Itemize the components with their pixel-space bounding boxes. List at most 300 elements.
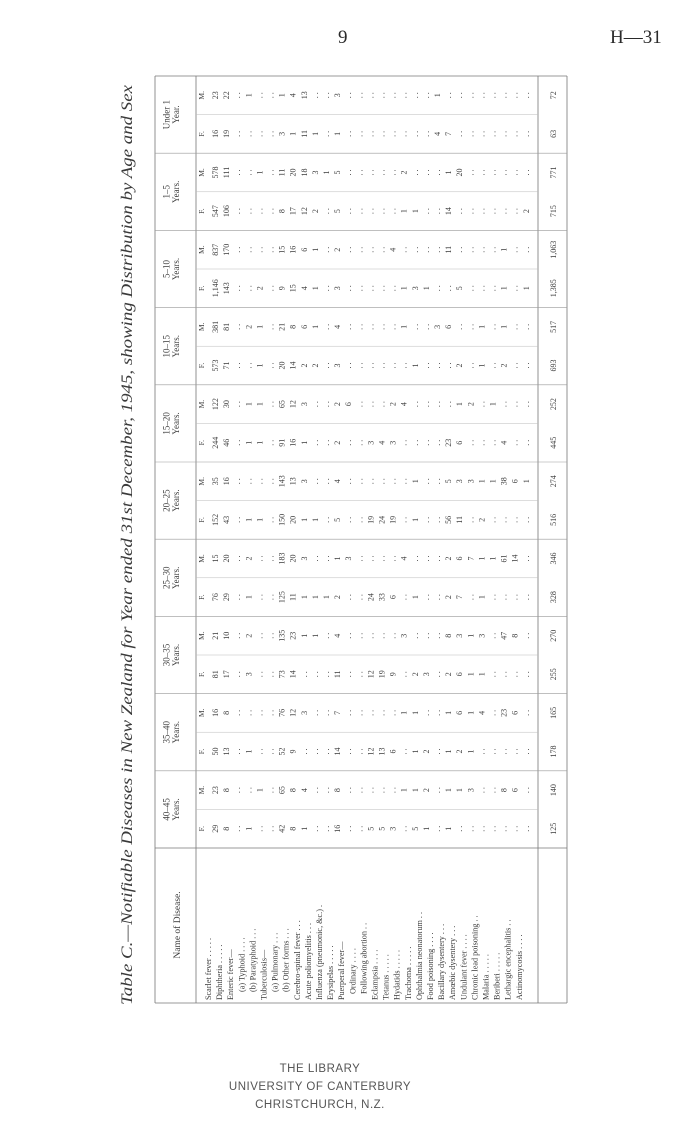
total-cell: 346 [549, 552, 558, 565]
table-cell: 1 [521, 479, 531, 484]
total-cell: 693 [549, 359, 558, 372]
table-cell: . . [433, 594, 442, 601]
table-cell: 1 [299, 633, 309, 638]
table-cell: 8 [222, 710, 232, 715]
table-cell: . . [421, 362, 431, 369]
table-cell: . . [255, 478, 265, 485]
table-cell: 13 [377, 747, 387, 756]
table-cell: . . [355, 671, 365, 678]
table-cell: 1 [421, 826, 431, 831]
table-cell: 7 [466, 556, 476, 561]
table-cell: 3 [299, 556, 309, 561]
disease-name: Ordinary . . . . [348, 948, 358, 994]
table-cell: . . [377, 709, 387, 716]
table-cell: . . [388, 632, 398, 639]
table-cell: . . [455, 130, 465, 137]
sex-label: F. [197, 594, 206, 600]
table-cell: 1 [244, 749, 254, 754]
table-cell: 8 [288, 788, 298, 793]
disease-name: Bacillary dysentery . . . [437, 923, 447, 1000]
table-cell: 21 [211, 631, 220, 640]
table-cell: 76 [277, 708, 287, 717]
table-cell: 8 [510, 633, 520, 638]
table-cell: . . [488, 671, 498, 678]
sex-label: F. [197, 131, 206, 137]
table-cell: . . [466, 285, 476, 292]
table-cell: 8 [222, 826, 232, 831]
table-cell: . . [344, 439, 354, 446]
table-cell: 4 [399, 556, 409, 561]
table-cell: 6 [444, 324, 454, 329]
table-cell: 2 [444, 556, 454, 561]
table-cell: 1 [244, 826, 254, 831]
table-cell: 33 [377, 593, 387, 602]
table-cell: 1 [466, 710, 476, 715]
age-group-label: 15–20Years. [161, 412, 182, 435]
table-cell: . . [344, 478, 354, 485]
table-cell: 17 [222, 670, 232, 679]
table-cell: 1 [399, 209, 409, 214]
total-cell: 274 [549, 475, 558, 488]
table-cell: 4 [499, 440, 509, 445]
table-cell: 3 [277, 131, 287, 136]
table-cell: . . [466, 825, 476, 832]
table-cell: . . [377, 478, 387, 485]
table-cell: 135 [277, 629, 287, 642]
table-cell: 65 [277, 786, 287, 795]
table-cell: 6 [455, 710, 465, 715]
disease-name: Influenza (pneumonic, &c.) . [315, 904, 324, 1000]
table-cell: 6 [510, 479, 520, 484]
table-cell: . . [355, 323, 365, 330]
table-cell: 19 [388, 515, 398, 524]
table-cell: . . [366, 323, 376, 330]
table-cell: . . [233, 748, 243, 755]
table-cell: . . [344, 709, 354, 716]
table-cell: 29 [222, 593, 232, 602]
table-cell: . . [233, 478, 243, 485]
table-cell: 1 [444, 749, 454, 754]
age-group-label: 30–35Years. [161, 643, 182, 667]
table-cell: . . [399, 671, 409, 678]
disease-name: Chronic lead poisoning . . [470, 915, 480, 1000]
table-cell: 1 [410, 363, 420, 368]
table-cell: 4 [333, 479, 343, 484]
total-cell: 715 [549, 205, 558, 218]
table-cell: 81 [222, 322, 232, 331]
table-cell: 1 [310, 517, 320, 522]
sex-label: F. [197, 285, 206, 292]
table-cell: 1 [410, 479, 420, 484]
table-cell: 5 [333, 170, 343, 175]
table-cell: 14 [288, 361, 298, 370]
table-cell: 23 [499, 708, 509, 717]
table-cell: 1 [410, 710, 420, 715]
table-cell: . . [377, 208, 387, 215]
table-cell: 3 [344, 556, 354, 561]
table-cell: . . [255, 594, 265, 601]
table-cell: . . [510, 208, 520, 215]
table-cell: 573 [211, 359, 220, 372]
table-cell: . . [344, 671, 354, 678]
table-cell: 14 [444, 207, 454, 216]
table-cell: . . [421, 439, 431, 446]
sex-label: M. [197, 477, 206, 486]
table-cell: . . [366, 92, 376, 99]
table-cell: . . [399, 594, 409, 601]
table-cell: 8 [288, 324, 298, 329]
disease-name: Actinomycosis . . . . [514, 934, 524, 1000]
table-cell: . . [510, 362, 520, 369]
table-cell: 3 [399, 633, 409, 638]
table-cell: . . [266, 632, 276, 639]
table-cell: . . [355, 362, 365, 369]
table-cell: . . [388, 555, 398, 562]
table-cell: . . [255, 748, 265, 755]
table-cell: 23 [211, 91, 220, 100]
table-cell: 3 [455, 633, 465, 638]
table-cell: . . [410, 92, 420, 99]
table-cell: . . [399, 825, 409, 832]
table-cell: . . [421, 632, 431, 639]
table-cell: . . [433, 709, 442, 716]
table-cell: . . [521, 401, 531, 408]
table-cell: . . [488, 825, 498, 832]
table-cell: . . [299, 671, 309, 678]
table-cell: 1 [455, 402, 465, 407]
table-cell: 1 [255, 440, 265, 445]
table-cell: . . [233, 709, 243, 716]
table-cell: . . [521, 632, 531, 639]
table-cell: 1 [477, 363, 487, 368]
table-cell: . . [377, 130, 387, 137]
table-cell: 2 [244, 324, 254, 329]
table-cell: . . [488, 246, 498, 253]
table-cell: . . [510, 285, 520, 292]
table-cell: 1 [488, 556, 498, 561]
sex-label: F. [197, 825, 206, 832]
table-cell: . . [399, 246, 409, 253]
table-cell: 46 [222, 438, 232, 447]
table-cell: 2 [499, 363, 509, 368]
sex-label: F. [197, 517, 206, 523]
table-cell: 1 [255, 324, 265, 329]
table-cell: . . [355, 285, 365, 292]
table-cell: 8 [277, 209, 287, 214]
table-cell: 3 [388, 440, 398, 445]
table-cell: . . [344, 169, 354, 176]
page-number: 9 [338, 27, 348, 48]
table-cell: . . [421, 130, 431, 137]
table-cell: . . [377, 401, 387, 408]
table-cell: . . [244, 478, 254, 485]
table-cell: . . [322, 555, 331, 562]
table-cell: . . [510, 516, 520, 523]
table-cell: 4 [399, 402, 409, 407]
table-cell: 1 [444, 826, 454, 831]
table-cell: 5 [333, 209, 343, 214]
table-cell: 2 [421, 788, 431, 793]
total-cell: 270 [549, 629, 558, 642]
table-cell: 8 [499, 788, 509, 793]
table-cell: . . [233, 285, 243, 292]
table-cell: . . [255, 825, 265, 832]
table-cell: . . [355, 92, 365, 99]
table-cell: 3 [299, 479, 309, 484]
table-cell: . . [410, 323, 420, 330]
total-cell: 1,385 [549, 279, 558, 298]
age-group-label: 20–25Years. [161, 489, 182, 512]
table-cell: . . [388, 709, 398, 716]
table-cell: . . [466, 362, 476, 369]
table-cell: . . [355, 478, 365, 485]
table-cell: . . [521, 362, 531, 369]
table-cell: 3 [433, 324, 442, 329]
table-cell: 578 [211, 166, 220, 179]
table-cell: 6 [510, 710, 520, 715]
table-cell: 15 [288, 284, 298, 293]
table-cell: 2 [444, 672, 454, 677]
table-cell: . . [233, 787, 243, 794]
table-cell: 4 [299, 286, 309, 291]
disease-name: Diphtheria . . . . . [215, 944, 225, 1000]
table-cell: 6 [344, 402, 354, 407]
table-cell: . . [399, 92, 409, 99]
table-cell: . . [477, 401, 487, 408]
table-cell: . . [433, 748, 442, 755]
table-cell: 3 [366, 440, 376, 445]
sex-label: M. [197, 91, 206, 100]
table-cell: . . [488, 92, 498, 99]
table-cell: . . [455, 323, 465, 330]
table-cell: . . [255, 709, 265, 716]
table-cell: . . [521, 671, 531, 678]
disease-name: Scarlet fever . . . . . [204, 937, 213, 1000]
table-cell: . . [510, 130, 520, 137]
age-group-label: 35–40Years. [161, 720, 182, 744]
table-cell: . . [310, 825, 320, 832]
table-cell: 1 [399, 710, 409, 715]
table-cell: 3 [388, 826, 398, 831]
table-cell: . . [310, 748, 320, 755]
table-cell: 3 [299, 710, 309, 715]
table-cell: . . [310, 478, 320, 485]
table-cell: . . [477, 285, 487, 292]
table-cell: . . [322, 285, 331, 292]
table-cell: . . [455, 246, 465, 253]
sex-label: M. [197, 554, 206, 563]
table-cell: . . [499, 130, 509, 137]
table-cell: . . [521, 246, 531, 253]
disease-names [204, 905, 524, 1000]
table-cell: 244 [211, 436, 220, 449]
table-cell: 73 [277, 670, 287, 679]
table-cell: . . [399, 516, 409, 523]
table-cell: 8 [333, 788, 343, 793]
table-cell: . . [255, 246, 265, 253]
table-cell: . . [344, 246, 354, 253]
total-cell: 63 [549, 129, 558, 138]
table-cell: . . [233, 323, 243, 330]
table-cell: 13 [222, 747, 232, 756]
table-cell: 7 [333, 710, 343, 715]
table-cell: . . [477, 825, 487, 832]
table-cell: . . [421, 169, 431, 176]
table-cell: 10 [222, 631, 232, 640]
table-cell: . . [410, 439, 420, 446]
table-cell: 1 [410, 595, 420, 600]
table-cell: 5 [377, 826, 387, 831]
table-cell: 16 [211, 708, 220, 717]
total-cell: 771 [549, 166, 558, 179]
table-cell: 1 [244, 93, 254, 98]
table-cell: 2 [333, 247, 343, 252]
total-cell: 165 [549, 706, 558, 719]
table-cell: 11 [444, 245, 454, 254]
table-cell: . . [355, 632, 365, 639]
total-cell: 328 [549, 591, 558, 604]
table-cell: 1 [466, 749, 476, 754]
table-cell: . . [466, 594, 476, 601]
table-cell: 2 [333, 595, 343, 600]
disease-name: Acute poliomyelitis . . . [303, 922, 313, 1000]
table-cell: 3 [410, 286, 420, 291]
disease-name: Tetanus . . . . . [381, 954, 391, 1000]
age-group-label: 5–10Years. [161, 257, 182, 281]
table-cell: . . [355, 401, 365, 408]
table-cell: 1 [277, 93, 287, 98]
disease-name: Malaria . . . . . [481, 954, 491, 1000]
table-cell: . . [233, 632, 243, 639]
table-cell: . . [433, 439, 442, 446]
table-cell: 4 [299, 788, 309, 793]
table-cell: . . [310, 709, 320, 716]
table-cell: . . [266, 787, 276, 794]
sex-label: M. [197, 631, 206, 640]
disease-name: (a) Pulmonary . . . [270, 932, 280, 992]
table-cell: . . [410, 130, 420, 137]
table-cell: . . [433, 555, 442, 562]
table-cell: . . [421, 594, 431, 601]
table-cell: 6 [388, 595, 398, 600]
table-cell: 16 [211, 129, 220, 138]
sex-label: F. [197, 748, 206, 755]
table-cell: . . [466, 130, 476, 137]
table-cell: . . [477, 439, 487, 446]
total-cell: 516 [549, 513, 558, 526]
table-cell: . . [377, 555, 387, 562]
table-cell: . . [399, 439, 409, 446]
table-cell: 30 [222, 400, 232, 409]
table-cell: . . [433, 246, 442, 253]
table-cell: . . [233, 401, 243, 408]
table-cell: 1 [521, 286, 531, 291]
table-cell: 1 [322, 170, 331, 175]
table-cell: . . [266, 285, 276, 292]
table-cell: . . [310, 92, 320, 99]
table-cell: 4 [477, 710, 487, 715]
table-cell: . . [233, 671, 243, 678]
table-cell: . . [344, 516, 354, 523]
table-cell: 4 [377, 440, 387, 445]
table-cell: . . [233, 362, 243, 369]
table-cell: . . [477, 130, 487, 137]
table-cell: . . [255, 208, 265, 215]
table-cell: 8 [222, 788, 232, 793]
table-cell: 6 [455, 672, 465, 677]
table-cell: . . [388, 285, 398, 292]
table-cell: 9 [288, 749, 298, 754]
table-cell: . . [344, 285, 354, 292]
disease-name: Eclampsia . . . . [370, 949, 380, 1000]
table-cell: 20 [288, 515, 298, 524]
table-cell: . . [233, 169, 243, 176]
table-cell: 15 [211, 554, 220, 563]
table-cell: . . [510, 748, 520, 755]
table-cell: 24 [377, 515, 387, 524]
stamp-line-2: UNIVERSITY OF CANTERBURY [228, 1081, 412, 1093]
total-cell: 72 [549, 91, 558, 100]
table-cell: 52 [277, 747, 287, 756]
table-cell: . . [444, 401, 454, 408]
table-cell: 1 [410, 517, 420, 522]
table-cell: 2 [466, 402, 476, 407]
table-cell: 3 [333, 286, 343, 291]
table-cell: . . [322, 709, 331, 716]
table-cell: 2 [521, 209, 531, 214]
disease-name: Undulant fever . . . . [459, 934, 469, 1000]
table-cell: . . [233, 594, 243, 601]
table-cell: . . [433, 825, 442, 832]
table-cell: . . [366, 130, 376, 137]
table-cell: . . [322, 401, 331, 408]
table-cell: 183 [277, 552, 287, 565]
table-cell: . . [322, 478, 331, 485]
age-group-label: 40–45Years. [161, 798, 182, 821]
table-cell: . . [299, 748, 309, 755]
table-cell: . . [344, 594, 354, 601]
table-cell: . . [499, 594, 509, 601]
table-cell: . . [310, 671, 320, 678]
table-cell: . . [266, 516, 276, 523]
table-cell: 122 [211, 398, 220, 411]
total-cell: 1,063 [549, 240, 558, 259]
table-cell: . . [388, 130, 398, 137]
table-cell: 9 [388, 672, 398, 677]
table-cell: . . [466, 516, 476, 523]
sex-label: M. [197, 399, 206, 409]
table-cell: . . [377, 787, 387, 794]
table-cell: . . [488, 632, 498, 639]
table-cell: . . [388, 478, 398, 485]
table-cell: . . [366, 401, 376, 408]
table-cell: . . [377, 285, 387, 292]
table-cell: . . [488, 709, 498, 716]
table-cell: . . [455, 825, 465, 832]
age-group-headers [161, 100, 181, 821]
table-cell: 1 [299, 440, 309, 445]
table-cell: . . [266, 92, 276, 99]
table-cell: 170 [222, 243, 232, 256]
table-cell: 11 [299, 130, 309, 138]
table-cell: . . [410, 632, 420, 639]
table-cell: . . [466, 208, 476, 215]
table-cell: 2 [399, 170, 409, 175]
table-cell: 24 [366, 593, 376, 602]
table-cell: . . [355, 825, 365, 832]
table-cell: 1 [310, 286, 320, 291]
table-cell: . . [266, 401, 276, 408]
